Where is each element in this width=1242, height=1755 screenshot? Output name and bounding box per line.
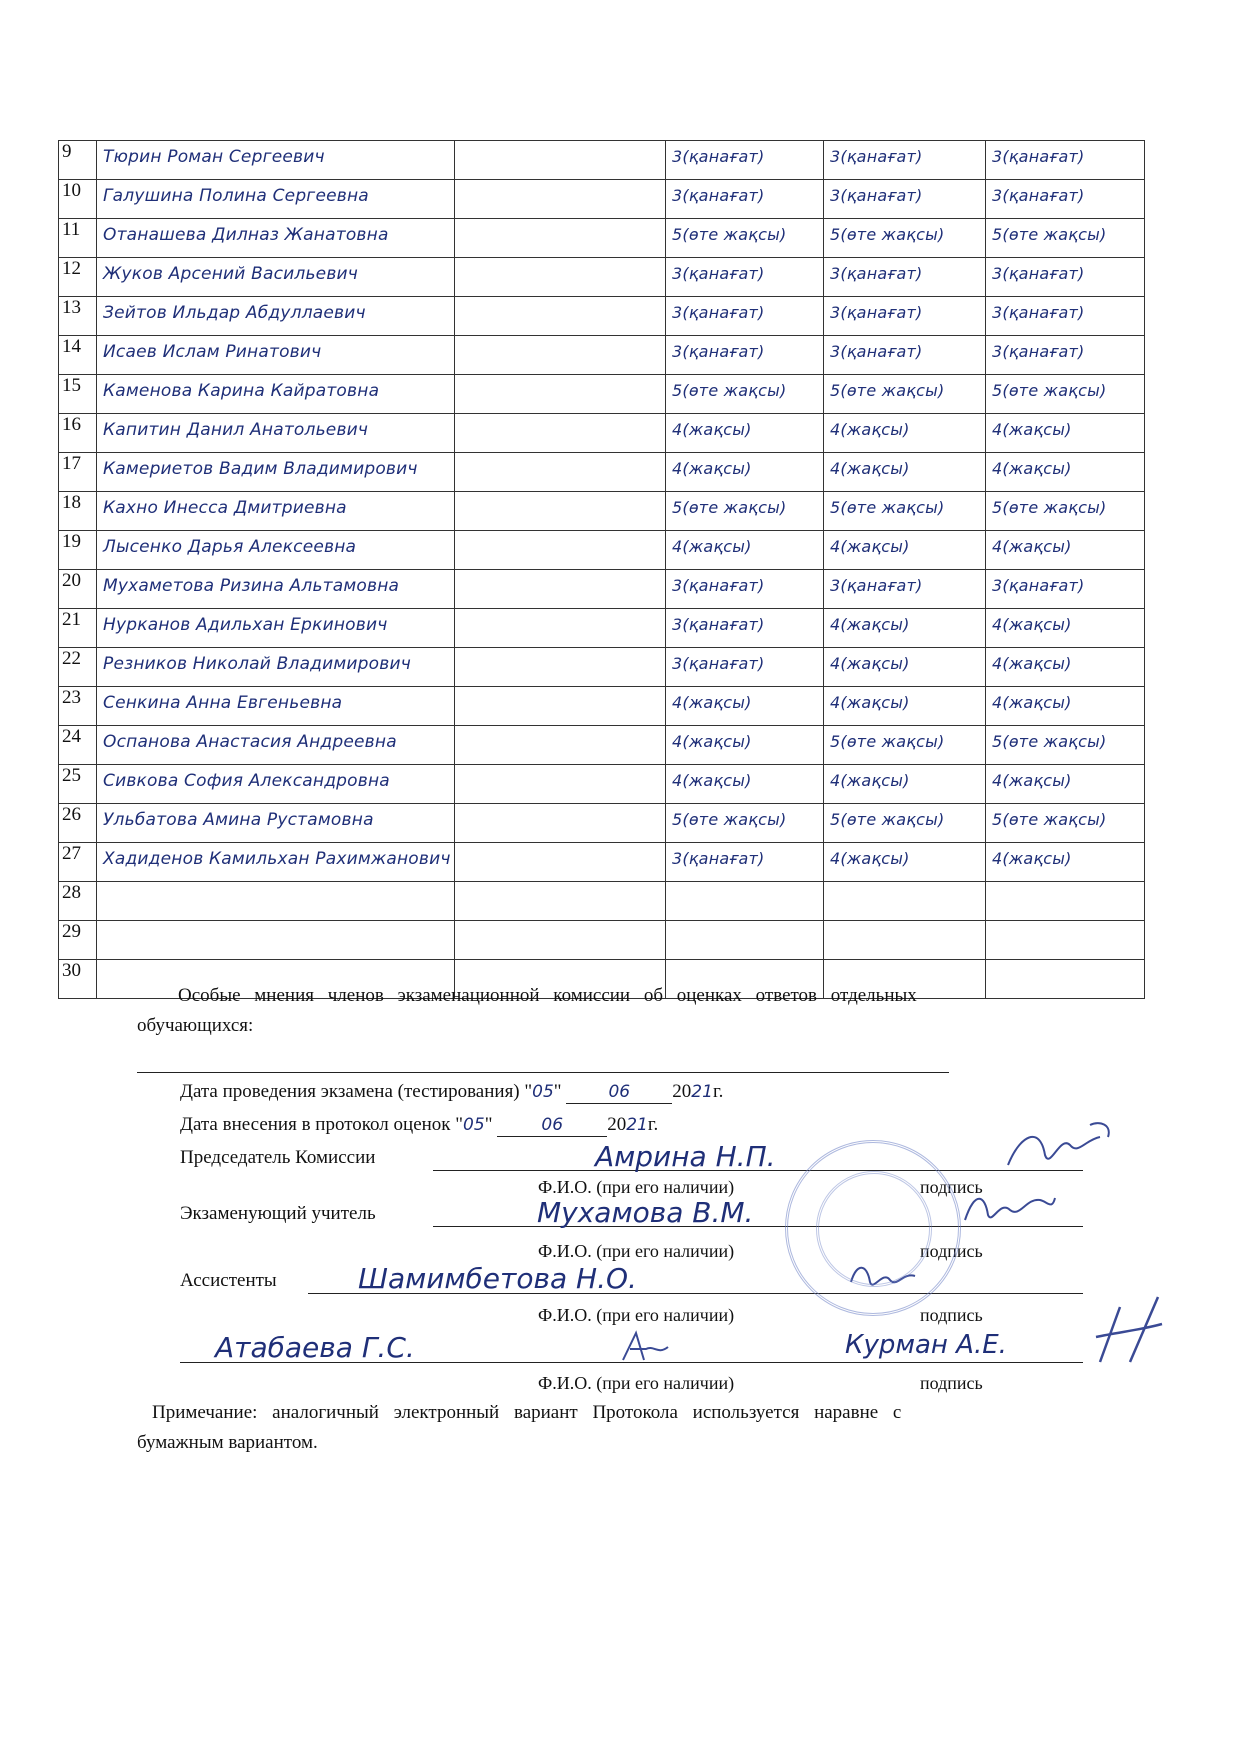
row-number: 13 [59, 297, 97, 336]
chairman-sign-caption: подпись [920, 1177, 983, 1197]
row-number: 22 [59, 648, 97, 687]
row-number: 14 [59, 336, 97, 375]
grade-2: 4(жақсы) [824, 531, 986, 570]
row-number: 29 [59, 921, 97, 960]
entry-date-year-prefix: 20 [607, 1114, 627, 1135]
row-number: 23 [59, 687, 97, 726]
empty-cell [455, 492, 666, 531]
chairman-name: Амрина Н.П. [595, 1140, 776, 1173]
table-row [59, 687, 1145, 726]
exam-date-suffix: г. [712, 1081, 724, 1102]
grade-1 [666, 921, 824, 960]
grade-1: 5(өте жақсы) [666, 804, 824, 843]
row-number: 15 [59, 375, 97, 414]
row-number: 17 [59, 453, 97, 492]
empty-cell [455, 882, 666, 921]
empty-cell [455, 375, 666, 414]
grade-2: 3(қанағат) [824, 297, 986, 336]
assistant-3-name: Курман А.Е. [845, 1330, 1007, 1360]
row-number: 9 [59, 141, 97, 180]
student-name: Галушина Полина Сергеевна [97, 180, 455, 219]
table-row [59, 258, 1145, 297]
empty-cell [455, 726, 666, 765]
table-row [59, 804, 1145, 843]
grade-1: 5(өте жақсы) [666, 492, 824, 531]
grade-2 [824, 882, 986, 921]
grade-1: 4(жақсы) [666, 687, 824, 726]
student-name: Капитин Данил Анатольевич [97, 414, 455, 453]
note-line2: бумажным вариантом. [137, 1432, 318, 1453]
grade-2: 5(өте жақсы) [824, 726, 986, 765]
examiner-label: Экзаменующий учитель [180, 1203, 376, 1224]
student-name: Каменова Карина Кайратовна [97, 375, 455, 414]
grade-1: 3(қанағат) [666, 843, 824, 882]
assistants-sign-caption-2: подпись [920, 1373, 983, 1393]
grade-2: 4(жақсы) [824, 609, 986, 648]
grade-2: 3(қанағат) [824, 180, 986, 219]
empty-cell [455, 609, 666, 648]
grade-3: 3(қанағат) [986, 297, 1145, 336]
table-row [59, 297, 1145, 336]
student-name: Ульбатова Амина Рустамовна [97, 804, 455, 843]
grade-2: 3(қанағат) [824, 336, 986, 375]
grade-2: 5(өте жақсы) [824, 375, 986, 414]
assistant-2-signature-icon [618, 1325, 678, 1370]
grade-3: 4(жақсы) [986, 414, 1145, 453]
row-number: 20 [59, 570, 97, 609]
grade-1 [666, 882, 824, 921]
student-name: Кахно Инесса Дмитриевна [97, 492, 455, 531]
entry-date-quote: " [484, 1114, 493, 1135]
note-line1: Примечание: аналогичный электронный вариант Протокола используется наравне с [152, 1402, 902, 1423]
grade-3: 4(жақсы) [986, 648, 1145, 687]
assistants-fio-caption-1: Ф.И.О. (при его наличии) [538, 1305, 735, 1325]
chairman-label: Председатель Комиссии [180, 1147, 376, 1168]
official-seal-icon [785, 1140, 961, 1316]
student-name [97, 921, 455, 960]
grade-2: 4(жақсы) [824, 648, 986, 687]
examiner-name: Мухамова В.М. [537, 1196, 754, 1229]
grade-2: 5(өте жақсы) [824, 219, 986, 258]
student-name: Оспанова Анастасия Андреевна [97, 726, 455, 765]
grade-3: 5(өте жақсы) [986, 726, 1145, 765]
student-name: Сивкова София Александровна [97, 765, 455, 804]
entry-date-line [180, 1114, 658, 1137]
empty-cell [455, 414, 666, 453]
student-name: Резников Николай Владимирович [97, 648, 455, 687]
table-row [59, 414, 1145, 453]
table-row [59, 336, 1145, 375]
entry-date-suffix: г. [647, 1114, 659, 1135]
student-name: Исаев Ислам Ринатович [97, 336, 455, 375]
row-number: 19 [59, 531, 97, 570]
grade-1: 4(жақсы) [666, 531, 824, 570]
grade-2: 3(қанағат) [824, 141, 986, 180]
grade-2: 4(жақсы) [824, 765, 986, 804]
grade-2 [824, 921, 986, 960]
table-row [59, 648, 1145, 687]
row-number: 26 [59, 804, 97, 843]
exam-date-line [180, 1081, 723, 1104]
row-number: 27 [59, 843, 97, 882]
grade-1: 3(қанағат) [666, 609, 824, 648]
table-row [59, 765, 1145, 804]
student-name: Мухаметова Ризина Альтамовна [97, 570, 455, 609]
row-number: 11 [59, 219, 97, 258]
grade-3: 3(қанағат) [986, 336, 1145, 375]
grade-3 [986, 882, 1145, 921]
student-name: Отанашева Дилназ Жанатовна [97, 219, 455, 258]
row-number: 28 [59, 882, 97, 921]
student-name: Нурканов Адильхан Еркинович [97, 609, 455, 648]
chairman-fio-caption: Ф.И.О. (при его наличии) [538, 1177, 735, 1197]
student-name: Хадиденов Камильхан Рахимжанович [97, 843, 455, 882]
empty-cell [455, 141, 666, 180]
student-name: Сенкина Анна Евгеньевна [97, 687, 455, 726]
exam-date-year-prefix: 20 [672, 1081, 692, 1102]
grade-1: 3(қанағат) [666, 336, 824, 375]
grade-1: 5(өте жақсы) [666, 219, 824, 258]
table-row [59, 921, 1145, 960]
entry-date-day: 05 [463, 1115, 485, 1135]
table-row [59, 180, 1145, 219]
grade-1: 3(қанағат) [666, 141, 824, 180]
grades-table [58, 140, 1145, 999]
assistants-label: Ассистенты [180, 1270, 277, 1291]
student-name: Жуков Арсений Васильевич [97, 258, 455, 297]
table-row [59, 492, 1145, 531]
table-row [59, 219, 1145, 258]
table-row [59, 531, 1145, 570]
grade-3: 3(қанағат) [986, 258, 1145, 297]
grade-3: 4(жақсы) [986, 531, 1145, 570]
student-name: Зейтов Ильдар Абдуллаевич [97, 297, 455, 336]
exam-date-prefix: Дата проведения экзамена (тестирования) " [180, 1081, 533, 1102]
exam-date-month: 06 [608, 1082, 631, 1102]
examiner-signature-icon [960, 1180, 1060, 1235]
empty-cell [455, 180, 666, 219]
empty-cell [455, 219, 666, 258]
special-opinions-line2: обучающихся: [137, 1015, 254, 1036]
exam-date-year: 21 [691, 1082, 713, 1102]
examiner-sign-caption: подпись [920, 1241, 983, 1261]
assistant-3-signature-icon [1090, 1292, 1170, 1372]
grade-2: 5(өте жақсы) [824, 492, 986, 531]
table-row [59, 375, 1145, 414]
empty-cell [455, 648, 666, 687]
grade-1: 3(қанағат) [666, 180, 824, 219]
row-number: 10 [59, 180, 97, 219]
grade-2: 4(жақсы) [824, 843, 986, 882]
row-number: 24 [59, 726, 97, 765]
entry-date-year: 21 [626, 1115, 648, 1135]
grade-2: 4(жақсы) [824, 453, 986, 492]
grade-3: 4(жақсы) [986, 453, 1145, 492]
entry-date-month: 06 [541, 1115, 564, 1135]
empty-cell [455, 336, 666, 375]
empty-cell [455, 921, 666, 960]
assistant-2-name: Атабаева Г.С. [215, 1331, 415, 1364]
grade-3: 4(жақсы) [986, 609, 1145, 648]
empty-cell [455, 453, 666, 492]
row-number: 21 [59, 609, 97, 648]
special-opinions-line1: Особые мнения членов экзаменационной комиссии об оценках ответов отдельных [178, 985, 917, 1006]
row-number: 12 [59, 258, 97, 297]
grade-3: 5(өте жақсы) [986, 375, 1145, 414]
empty-cell [455, 765, 666, 804]
grade-1: 4(жақсы) [666, 453, 824, 492]
empty-cell [455, 804, 666, 843]
chairman-signature-icon [1000, 1115, 1120, 1180]
grade-1: 4(жақсы) [666, 414, 824, 453]
student-name: Лысенко Дарья Алексеевна [97, 531, 455, 570]
table-row [59, 141, 1145, 180]
examiner-fio-caption: Ф.И.О. (при его наличии) [538, 1241, 735, 1261]
grade-3: 4(жақсы) [986, 765, 1145, 804]
row-number: 30 [59, 960, 97, 999]
empty-cell [455, 531, 666, 570]
grade-2: 5(өте жақсы) [824, 804, 986, 843]
grades-table-body [59, 141, 1145, 999]
student-name [97, 882, 455, 921]
exam-date-quote: " [553, 1081, 562, 1102]
row-number: 18 [59, 492, 97, 531]
row-number: 16 [59, 414, 97, 453]
table-row [59, 609, 1145, 648]
table-row [59, 843, 1145, 882]
empty-cell [455, 258, 666, 297]
grade-3: 5(өте жақсы) [986, 219, 1145, 258]
grade-1: 3(қанағат) [666, 570, 824, 609]
empty-cell [455, 843, 666, 882]
grade-3: 4(жақсы) [986, 843, 1145, 882]
table-row [59, 570, 1145, 609]
grade-3: 4(жақсы) [986, 687, 1145, 726]
empty-cell [455, 570, 666, 609]
empty-cell [455, 297, 666, 336]
grade-3: 3(қанағат) [986, 141, 1145, 180]
grade-1: 3(қанағат) [666, 648, 824, 687]
grade-2: 3(қанағат) [824, 258, 986, 297]
table-row [59, 726, 1145, 765]
grade-1: 3(қанағат) [666, 297, 824, 336]
grade-3: 5(өте жақсы) [986, 492, 1145, 531]
student-name: Тюрин Роман Сергеевич [97, 141, 455, 180]
entry-date-prefix: Дата внесения в протокол оценок " [180, 1114, 464, 1135]
table-row [59, 882, 1145, 921]
empty-cell [455, 687, 666, 726]
grade-3: 3(қанағат) [986, 570, 1145, 609]
exam-date-day: 05 [532, 1082, 554, 1102]
grade-1: 3(қанағат) [666, 258, 824, 297]
grade-3: 5(өте жақсы) [986, 804, 1145, 843]
grade-3: 3(қанағат) [986, 180, 1145, 219]
grade-1: 5(өте жақсы) [666, 375, 824, 414]
student-name: Камериетов Вадим Владимирович [97, 453, 455, 492]
grade-2: 3(қанағат) [824, 570, 986, 609]
table-row [59, 453, 1145, 492]
grade-3 [986, 960, 1145, 999]
assistants-sign-caption-1: подпись [920, 1305, 983, 1325]
grade-2: 4(жақсы) [824, 414, 986, 453]
special-opinions-underline [137, 1072, 949, 1073]
grade-1: 4(жақсы) [666, 765, 824, 804]
grade-2: 4(жақсы) [824, 687, 986, 726]
grade-1: 4(жақсы) [666, 726, 824, 765]
grade-3 [986, 921, 1145, 960]
assistants-fio-caption-2: Ф.И.О. (при его наличии) [538, 1373, 735, 1393]
assistant-1-name: Шамимбетова Н.О. [358, 1262, 637, 1295]
row-number: 25 [59, 765, 97, 804]
